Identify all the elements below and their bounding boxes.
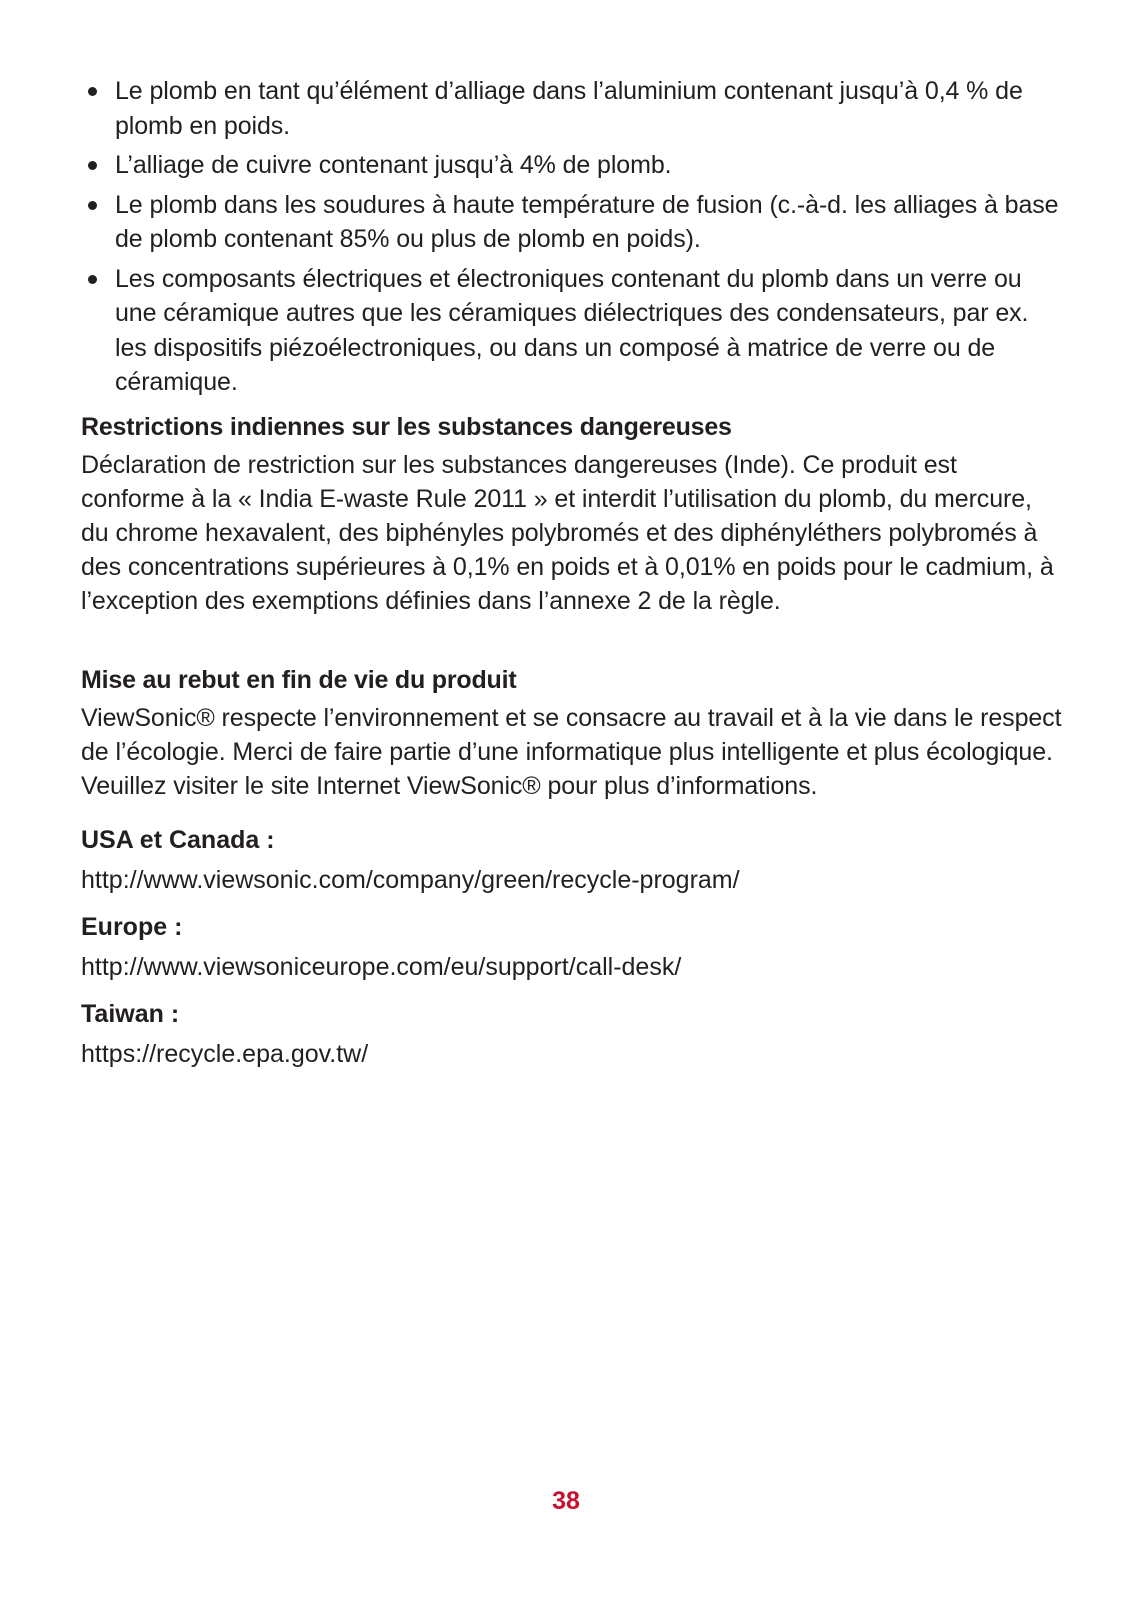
- list-item-text: Les composants électriques et électroniques contenant du plomb dans un verre ou une céramique autres que les céramiques diélectriques des condensateurs, par ex. les dispositifs piézoélectroniques, ou dans un composé à matrice de verre ou de céramique.: [115, 264, 1029, 396]
- list-item-text: Le plomb dans les soudures à haute température de fusion (c.-à-d. les alliages à base de plomb contenant 85% ou plus de plomb en poids).: [115, 190, 1059, 253]
- europe-url[interactable]: http://www.viewsoniceurope.com/eu/support/call-desk/: [81, 952, 682, 981]
- india-rohs-heading: Restrictions indiennes sur les substances dangereuses: [81, 412, 732, 441]
- bullet-icon: [88, 275, 97, 284]
- usa-canada-label: USA et Canada :: [81, 825, 275, 854]
- bullet-icon: [88, 161, 97, 170]
- taiwan-url[interactable]: https://recycle.epa.gov.tw/: [81, 1039, 369, 1068]
- list-item-text: L’alliage de cuivre contenant jusqu’à 4% de plomb.: [115, 151, 672, 179]
- list-item: [81, 188, 1066, 257]
- end-of-life-heading: Mise au rebut en fin de vie du produit: [81, 665, 517, 694]
- bullet-icon: [88, 201, 97, 210]
- list-item-text: Le plomb en tant qu’élément d’alliage dans l’aluminium contenant jusqu’à 0,4 % de plomb en poids.: [115, 77, 1023, 140]
- bullet-icon: [88, 87, 97, 96]
- taiwan-label: Taiwan :: [81, 999, 180, 1028]
- list-item: [81, 74, 1066, 143]
- usa-canada-url[interactable]: http://www.viewsonic.com/company/green/recycle-program/: [81, 865, 740, 894]
- europe-label: Europe :: [81, 912, 183, 941]
- lead-exemption-list: [81, 74, 1066, 400]
- list-item: [81, 262, 1066, 400]
- document-page: [81, 74, 1066, 1071]
- list-item: [81, 148, 1066, 183]
- page-number: 38: [552, 1487, 580, 1515]
- india-rohs-paragraph: Déclaration de restriction sur les substances dangereuses (Inde). Ce produit est conforme à la « India E-waste Rule 2011 » et interdit l’utilisation du plomb, du mercure, du chrome hexavalent, des biphényles polybromés et des diphényléthers polybromés à des concentrations supérieures à 0,1% en poids et à 0,01% en poids pour le cadmium, à l’exception des exemptions définies dans l’annexe 2 de la règle.: [81, 450, 1054, 615]
- end-of-life-paragraph: ViewSonic® respecte l’environnement et se consacre au travail et à la vie dans le respect de l’écologie. Merci de faire partie d’une informatique plus intelligente et plus écologique. Veuillez visiter le site Internet ViewSonic® pour plus d’informations.: [81, 703, 1062, 800]
